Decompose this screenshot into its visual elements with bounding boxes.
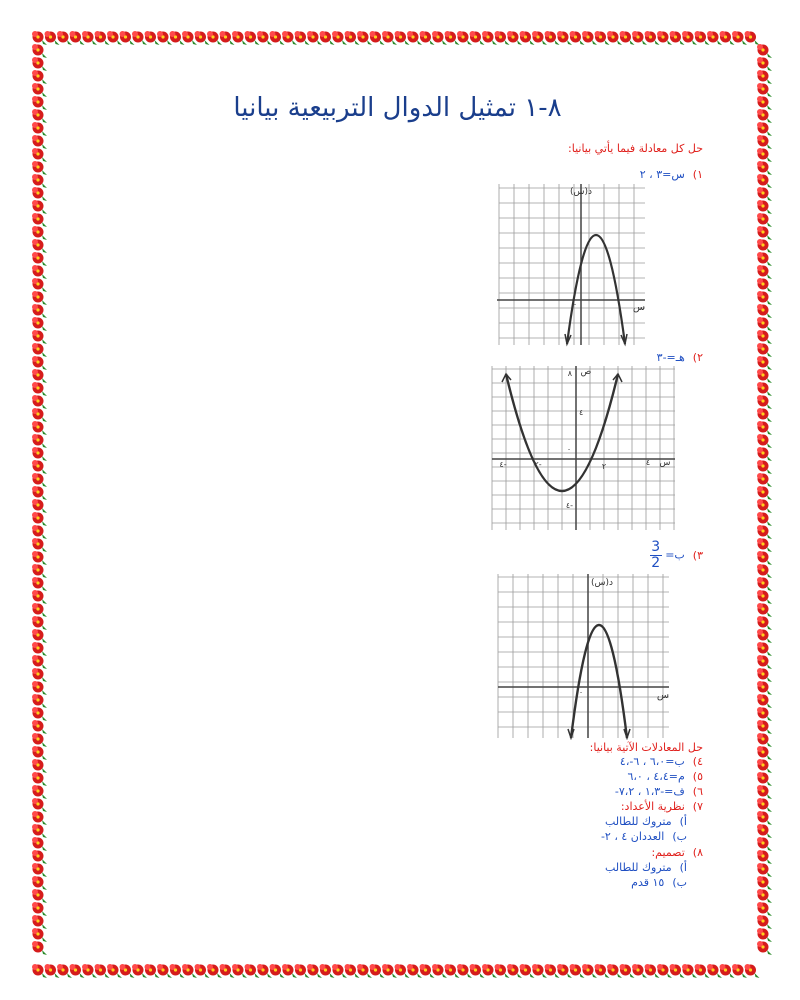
page-title: ٨-١ تمثيل الدوال التربيعية بيانيا <box>233 93 562 123</box>
answer-item-6 <box>615 785 703 798</box>
item-answer: متروك للطالب <box>604 815 672 828</box>
item-number: ٨) <box>692 846 703 859</box>
tick-y-4: ٤ <box>579 408 584 417</box>
tick-y-8: ٨ <box>567 369 572 378</box>
parabola-graph-2 <box>489 364 677 532</box>
item-number: ٧) <box>692 800 703 813</box>
origin-label: ٠ <box>578 688 584 697</box>
answer-item-8a <box>605 861 687 874</box>
answer-item-7 <box>621 800 703 813</box>
item-letter: ب) <box>672 876 687 889</box>
tick-x-2: ٢ <box>601 462 607 471</box>
item-number: ٤) <box>692 755 703 768</box>
fraction-numerator: 3 <box>651 539 661 555</box>
item-answer-prefix: ب= <box>665 548 685 562</box>
parabola-graph-1 <box>495 182 647 347</box>
tick-x-neg4: ٤- <box>499 460 507 469</box>
origin-label: ٠ <box>566 445 572 454</box>
answer-item-3 <box>650 540 703 571</box>
answer-item-8 <box>651 846 703 859</box>
x-axis-label: س <box>659 458 671 468</box>
parabola-graph-3 <box>495 572 671 740</box>
item-number: ٥) <box>692 770 703 783</box>
origin-label: ٠ <box>572 300 578 309</box>
item-number: ٦) <box>692 785 703 798</box>
item-answer: هـ=-٣ <box>656 351 685 364</box>
item-answer: ب=٦،٠ ، ٦-،٤ <box>619 755 685 768</box>
x-axis-label: س <box>656 690 670 701</box>
tick-x-neg2: ٢- <box>534 460 542 469</box>
item-number: ٣) <box>692 548 703 562</box>
y-axis-label: د(س) <box>591 578 614 588</box>
item-heading: نظرية الأعداد: <box>620 800 685 813</box>
item-number: ١) <box>692 168 703 181</box>
y-axis-label: ص <box>580 367 592 377</box>
y-axis-label: د(س) <box>569 187 593 197</box>
item-letter: أ) <box>679 861 687 874</box>
item-heading: تصميم: <box>651 846 685 859</box>
answer-item-7b <box>601 830 687 843</box>
instruction-2: حل المعادلات الآتية بيانيا: <box>589 741 703 754</box>
item-answer: ١٥ قدم <box>631 876 665 889</box>
answer-item-8b <box>631 876 687 889</box>
item-answer: متروك للطالب <box>604 861 672 874</box>
fraction <box>650 540 662 571</box>
answer-item-1 <box>640 168 703 181</box>
x-axis-label: س <box>632 302 646 313</box>
answer-item-5 <box>627 770 703 783</box>
item-letter: ب) <box>672 830 687 843</box>
fraction-denominator: 2 <box>651 555 661 571</box>
item-answer: العددان ٤ ، ٢- <box>600 830 665 843</box>
item-answer: س=٣ ، ٢ <box>639 168 685 181</box>
tick-y-neg4: ٤- <box>565 501 573 510</box>
answer-item-7a <box>605 815 687 828</box>
answer-item-4 <box>620 755 703 768</box>
item-answer: م=٤،٤ ، ٦،٠ <box>627 770 685 783</box>
page-content <box>40 45 755 965</box>
item-number: ٢) <box>692 351 703 364</box>
tick-x-4: ٤ <box>645 458 651 467</box>
instruction-1: حل كل معادلة فيما يأتي بيانيا: <box>568 142 703 155</box>
item-answer: ف=-١،٣ ، ٧،٢- <box>614 785 685 798</box>
answer-item-2 <box>657 351 703 364</box>
item-letter: أ) <box>679 815 687 828</box>
